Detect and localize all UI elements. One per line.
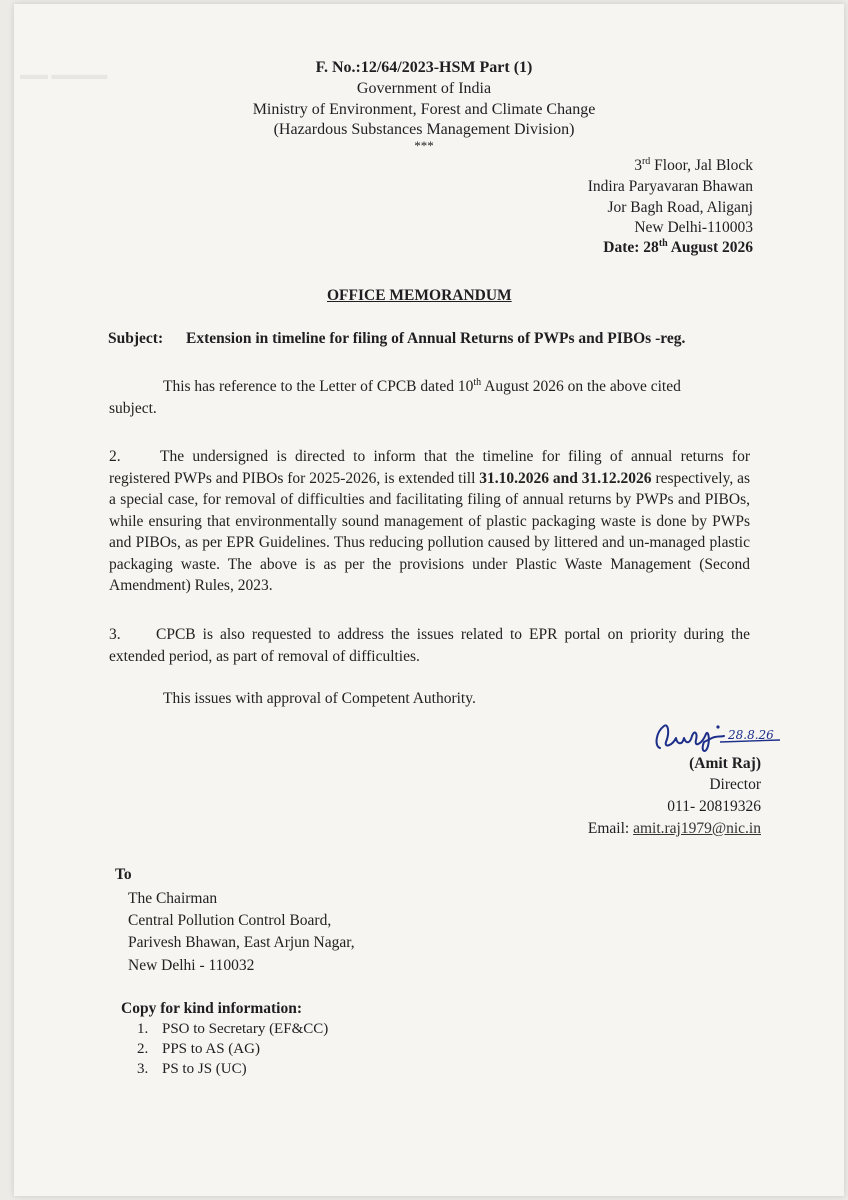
signatory-designation: Director: [709, 776, 761, 793]
approval-line: This issues with approval of Competent Authority.: [163, 690, 476, 707]
subject-text: Extension in timeline for filing of Annual Returns of PWPs and PIBOs -reg.: [186, 330, 686, 347]
copy-heading: Copy for kind information:: [121, 1000, 302, 1017]
email-link[interactable]: amit.raj1979@nic.in: [633, 820, 761, 837]
extended-dates: 31.10.2026 and 31.12.2026: [479, 469, 652, 487]
recipient-line-1: The Chairman: [128, 890, 218, 907]
to-label: To: [115, 866, 132, 883]
signature-date: 28.8.26: [728, 728, 774, 742]
para1-line1: This has reference to the Letter of CPCB dated 10th August 2026 on the above cited: [163, 376, 681, 395]
address-line-1: 3rd Floor, Jal Block: [634, 155, 753, 174]
memo-title: OFFICE MEMORANDUM: [327, 287, 512, 304]
separator-stars: ***: [414, 138, 434, 153]
signatory-email-line: Email: amit.raj1979@nic.in: [587, 820, 761, 837]
para2-number: 2.: [109, 448, 121, 465]
recipient-line-3: Parivesh Bhawan, East Arjun Nagar,: [128, 934, 355, 951]
file-number: F. No.:12/64/2023-HSM Part (1): [315, 59, 533, 76]
memo-date: Date: 28th August 2026: [603, 237, 753, 256]
signatory-phone: 011- 20819326: [667, 798, 761, 815]
government-line: Government of India: [356, 80, 492, 97]
address-line-4: New Delhi-110003: [634, 219, 753, 236]
para1-line2: subject.: [109, 400, 157, 417]
para3-number: 3.: [109, 626, 121, 643]
paragraph-2: 2. The undersigned is directed to inform that the timeline for filing of annual returns for registered PWPs and PIBOs for 2025-2026, is extended till 31.10.2026 and 31.12.2026 respectively, as a special case, for removal of difficulties and facilitating filing of annual returns by PWPs and PIBOs, while ensuring that environmentally sound management of plastic packaging waste is done by PWPs and PIBOs, as per EPR Guidelines. Thus reducing pollution caused by littered and un-managed plastic packaging waste. The above is as per the provisions under Plastic Waste Management (Second Amendment) Rules, 2023.: [109, 448, 750, 594]
bleed-through-mark: ▬▬ ▬▬▬▬: [20, 68, 108, 83]
signatory-name: (Amit Raj): [689, 755, 761, 772]
subject-label: Subject:: [108, 330, 164, 347]
address-line-2: Indira Paryavaran Bhawan: [587, 178, 753, 195]
ministry-line: Ministry of Environment, Forest and Climate Change: [252, 101, 596, 118]
copy-item: 2. PPS to AS (AG): [137, 1041, 260, 1057]
recipient-line-4: New Delhi - 110032: [128, 957, 255, 974]
division-line: (Hazardous Substances Management Division): [273, 121, 575, 138]
copy-item: 1. PSO to Secretary (EF&CC): [137, 1021, 329, 1037]
recipient-line-2: Central Pollution Control Board,: [128, 912, 332, 929]
handwritten-signature: [650, 712, 790, 757]
paragraph-3: 3. CPCB is also requested to address the issues related to EPR portal on priority during the extended period, as part of removal of difficulties.: [109, 626, 750, 665]
address-line-3: Jor Bagh Road, Aliganj: [607, 199, 753, 216]
copy-item: 3. PS to JS (UC): [137, 1061, 247, 1077]
